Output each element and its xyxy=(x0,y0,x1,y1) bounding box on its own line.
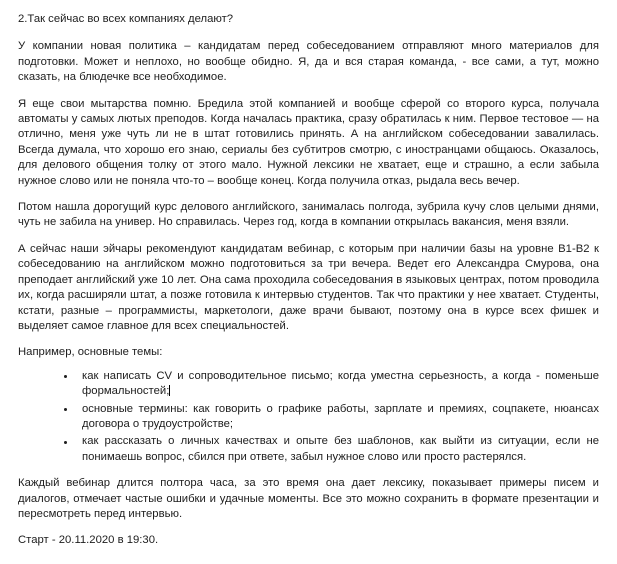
paragraph-4: А сейчас наши эйчары рекомендуют кандидатам вебинар, с которым при наличии базы на уровне В1-В2 к собеседованию на английском можно подготовиться за три вечера. Ведет его Александра Смурова, она преподает английский уже 10 лет. Она сама проходила собеседования в языковых центрах, потом проводила их, когда расширяли штат, а позже готовила к интервью студентов. Так что практики у нее хватает. Студенты, кстати, разные – программисты, маркетологи, даже врачи бывают, поэтому она в курсе всех фишек и выделяет самое главное для всех специальностей. xyxy=(18,242,599,332)
closing-paragraph-1: Каждый вебинар длится полтора часа, за это время она дает лексику, показывает примеры писем и диалогов, отмечает частые ошибки и удачные моменты. Все это можно сохранить в формате презентации и пересмотреть перед интервью. xyxy=(18,477,599,520)
paragraph-3: Потом нашла дорогущий курс делового английского, занималась полгода, зубрила кучу слов целыми днями, чуть не забила на универ. Но справилась. Через год, когда в компании открылась вакансия, меня взяли. xyxy=(18,201,599,229)
document-title: 2.Так сейчас во всех компаниях делают? xyxy=(18,13,234,25)
start-date-line: Старт - 20.11.2020 в 19:30. xyxy=(18,534,159,547)
paragraph-1: У компании новая политика – кандидатам перед собеседованием отправляют много материалов для подготовки. Может и неплохо, но вообще обидно. Я, да и вся старая команда, - все сами, а тут, можно сказать, на блюдечке все необходимое. xyxy=(18,40,599,84)
bullet-list-lead-in: Например, основные темы: xyxy=(18,346,163,359)
list-item xyxy=(64,434,599,465)
paragraph-2: Я еще свои мытарства помню. Бредила этой компанией и вообще сферой со второго курса, получала автоматы у самых лютых преподов. Когда началась практика, сразу обратилась к ним. Первое тестовое — на отлично, меня уже чуть ли не в штат готовились принять. А на английском собеседовании завалилась. Всегда думала, что хорошо его знаю, сериалы без субтитров смотрю, с иностранцами общаюсь. Оказалось, для делового общения толку от этого мало. Нужной лексики не хватает, еще и страшно, а если забыла нужное слово или не поняла что-то – вообще конец. Когда получила отказ, рыдала весь вечер. xyxy=(18,97,599,187)
list-item-text: основные термины: как говорить о графике работы, зарплате и премиях, соцпакете, нюансах договора о трудоустройстве; xyxy=(82,402,599,430)
list-item-text: как написать CV и сопроводительное письмо; когда уместна серьезность, а когда - поменьше формальностей; xyxy=(82,369,599,398)
list-item xyxy=(64,369,599,400)
topics-list xyxy=(18,369,599,465)
text-cursor xyxy=(169,385,170,396)
list-item-text: как рассказать о личных качествах и опыте без шаблонов, как выйти из ситуации, если не понимаешь вопрос, сбился при ответе, забыл нужное слово или просто растерялся. xyxy=(82,435,599,463)
list-item xyxy=(64,402,599,433)
